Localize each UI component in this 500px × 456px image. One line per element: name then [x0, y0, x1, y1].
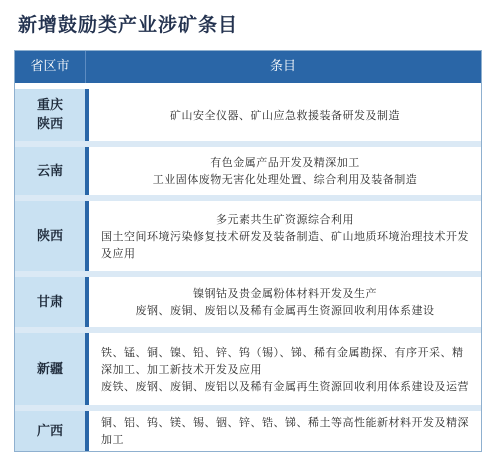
province-cell: [15, 201, 85, 271]
item-line: 矿山安全仪器、矿山应急救援装备研发及制造: [170, 108, 400, 122]
page-title: 新增鼓励类产业涉矿条目: [18, 14, 239, 36]
province-cell: [15, 147, 85, 195]
province-name: 陕西: [36, 117, 63, 132]
item-line: 铁、锰、铜、镍、铅、锌、钨（锡）、锑、稀有金属勘探、有序开采、精深加工、加工新技术开发及应用: [101, 345, 464, 376]
table-row: [15, 277, 481, 327]
item-line: 废钢、废铜、废铝以及稀有金属再生资源回收利用体系建设: [135, 304, 435, 317]
header-province: 省区市: [30, 59, 70, 74]
items-cell: [85, 201, 481, 271]
province-cell: [15, 411, 85, 451]
items-cell: [85, 411, 481, 451]
items-cell: [85, 277, 481, 327]
table-header: [15, 51, 481, 83]
province-name: 重庆: [36, 98, 63, 113]
table-row: [15, 333, 481, 405]
item-line: 国土空间环境污染修复技术研发及装备制造、矿山地质环境治理技术开发及应用: [101, 229, 469, 260]
province-name: 云南: [36, 163, 63, 179]
mining-items-table: [14, 50, 482, 452]
item-line: 有色金属产品开发及精深加工: [210, 156, 360, 169]
item-line: 镍钢钴及贵金属粉体材料开发及生产: [193, 287, 377, 300]
table-row: [15, 147, 481, 195]
item-line: 废铁、废钢、废铜、废铝以及稀有金属再生资源回收利用体系建设及运营: [101, 379, 469, 393]
province-cell: [15, 89, 85, 141]
items-cell: [85, 333, 481, 405]
province-name: 甘肃: [36, 294, 63, 310]
table-row: [15, 89, 481, 141]
items-cell: [85, 89, 481, 141]
table-row: [15, 201, 481, 271]
province-name: 新疆: [36, 361, 63, 377]
province-name: 陕西: [36, 228, 63, 244]
items-cell: [85, 147, 481, 195]
province-cell: [15, 277, 85, 327]
item-line: 多元素共生矿资源综合利用: [216, 212, 354, 226]
header-items: 条目: [269, 59, 296, 74]
table-row: [15, 411, 481, 451]
province-name: 广西: [36, 423, 63, 439]
item-line: 工业固体废物无害化处理处置、综合利用及装备制造: [152, 173, 418, 186]
item-line: 铜、铝、钨、镁、锡、铟、锌、锆、锑、稀土等高性能新材料开发及精深加工: [101, 416, 469, 446]
province-cell: [15, 333, 85, 405]
